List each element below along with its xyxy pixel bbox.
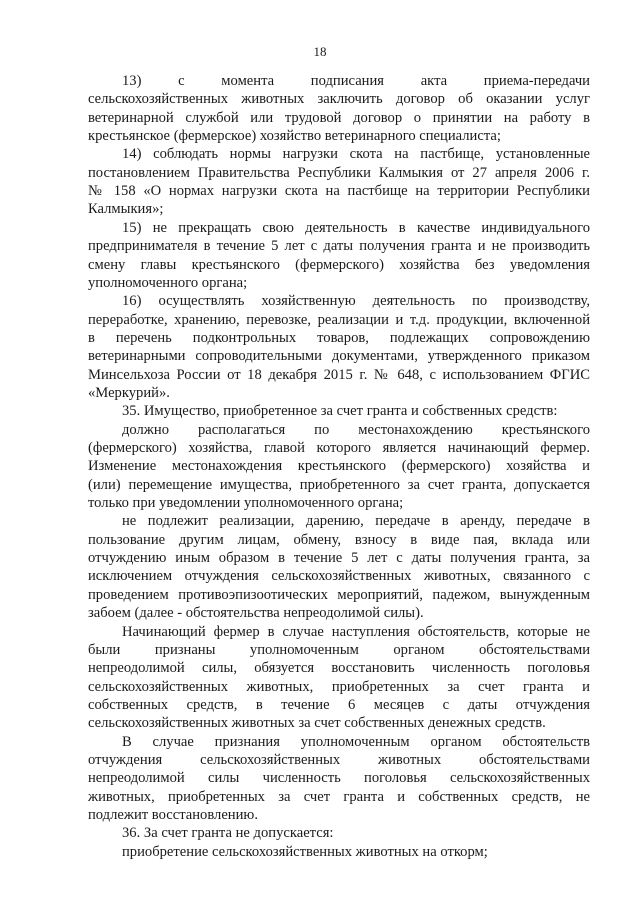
text-line: 13) с момента подписания акта приема-передачи xyxy=(122,73,590,89)
text-line: ветеринарной службой или трудовой договор о принятии на работу в xyxy=(88,109,590,126)
text-line: Начинающий фермер в случае наступления обстоятельств, которые не xyxy=(122,623,590,640)
text-line: только при уведомлении уполномоченного органа; xyxy=(88,495,404,512)
text-line: были признаны уполномоченным органом обстоятельствами xyxy=(88,641,590,658)
text-line: 36. За счет гранта не допускается: xyxy=(122,825,334,842)
text-line: проведением противоэпизоотических мероприятий, падежом, вынужденным xyxy=(88,586,590,603)
text-line: (или) перемещение имущества, приобретенного за счет гранта, допускается xyxy=(88,476,590,493)
text-line: уполномоченного органа; xyxy=(88,274,248,291)
text-line: сельскохозяйственных животных, приобретенных за счет гранта и xyxy=(88,678,590,695)
text-line: пользование другим лицам, обмену, взносу в виде пая, вклада или xyxy=(88,531,590,548)
text-line: переработке, хранению, перевозке, реализации и т.д. продукции, включенной xyxy=(88,311,590,328)
text-line: «Меркурий». xyxy=(88,384,170,401)
text-line: в перечень подконтрольных товаров, подлежащих сопровождению xyxy=(88,329,590,346)
text-line: постановлением Правительства Республики Калмыкия от 27 апреля 2006 г. xyxy=(88,164,590,181)
text-line: не подлежит реализации, дарению, передаче в аренду, передаче в xyxy=(122,513,590,530)
text-line: 14) соблюдать нормы нагрузки скота на пастбище, установленные xyxy=(122,146,590,163)
page-number: 18 xyxy=(313,44,327,59)
text-line: Изменение местонахождения крестьянского (фермерского) хозяйства и xyxy=(88,458,590,475)
text-line: смену главы крестьянского (фермерского) хозяйства без уведомления xyxy=(88,256,590,273)
text-line: 15) не прекращать свою деятельность в качестве индивидуального xyxy=(122,219,590,236)
text-line: сельскохозяйственных животных заключить договор об оказании услуг xyxy=(88,91,590,108)
text-line: приобретение сельскохозяйственных животных на откорм; xyxy=(122,843,488,860)
text-line: животных, приобретенных за счет гранта и собственных средств, не xyxy=(88,788,590,805)
text-line: непреодолимой силы, обязуется восстановить численность поголовья xyxy=(88,660,590,677)
text-line: непреодолимой силы численность поголовья сельскохозяйственных xyxy=(88,770,590,787)
text-line: ветеринарными сопроводительными документами, утвержденного приказом xyxy=(88,348,590,365)
text-line: предпринимателя в течение 5 лет с даты получения гранта и не производить xyxy=(88,238,590,255)
text-line: Калмыкия»; xyxy=(88,201,164,218)
text-line: отчуждения сельскохозяйственных животных обстоятельствами xyxy=(88,751,590,768)
text-line: 16) осуществлять хозяйственную деятельность по производству, xyxy=(122,293,590,310)
text-line: № 158 «О нормах нагрузки скота на пастбище на территории Республики xyxy=(88,183,590,200)
text-line: крестьянское (фермерское) хозяйство ветеринарного специалиста; xyxy=(88,128,501,145)
text-line: сельскохозяйственных животных за счет собственных денежных средств. xyxy=(88,715,546,732)
text-line: Минсельхоза России от 18 декабря 2015 г. № 648, с использованием ФГИС xyxy=(88,366,590,383)
text-line: подлежит восстановлению. xyxy=(88,807,258,823)
text-line: отчуждению иным образом в течение 5 лет с даты получения гранта, за xyxy=(88,550,590,567)
text-line: должно располагаться по местонахождению крестьянского xyxy=(122,421,590,438)
text-line: забоем (далее - обстоятельства непреодолимой силы). xyxy=(88,605,424,622)
text-line: собственных средств, в течение 6 месяцев с даты отчуждения xyxy=(88,696,590,713)
text-line: (фермерского) хозяйства, главой которого является начинающий фермер. xyxy=(88,440,590,456)
text-line: В случае признания уполномоченным органом обстоятельств xyxy=(122,733,590,750)
text-line: 35. Имущество, приобретенное за счет гранта и собственных средств: xyxy=(122,403,558,420)
text-line: исключением отчуждения сельскохозяйственных животных, связанного с xyxy=(88,568,590,585)
